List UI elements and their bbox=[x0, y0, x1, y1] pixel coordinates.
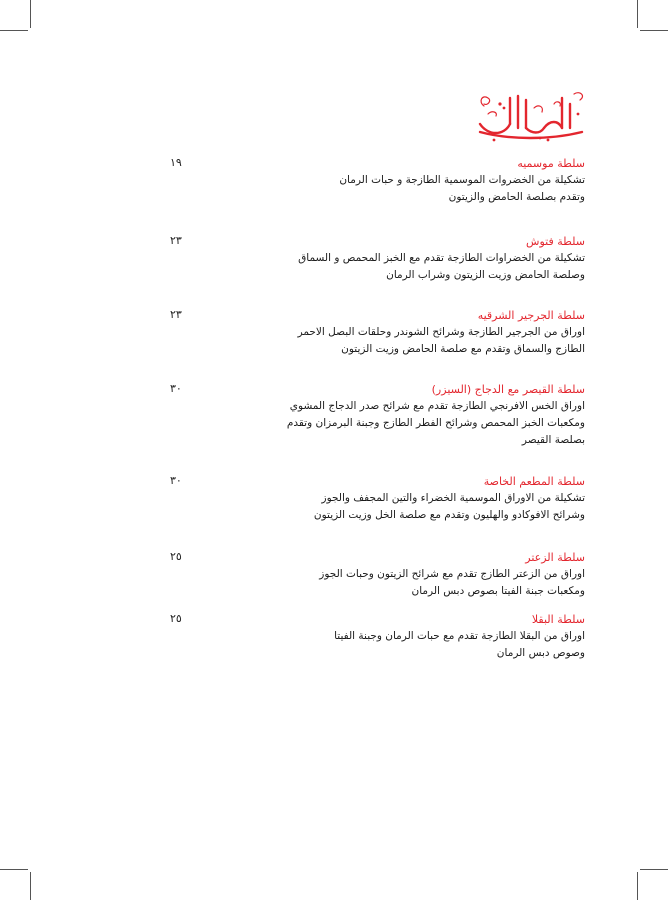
item-description-line: اوراق من الزعتر الطازج تقدم مع شرائح الزيتون وحبات الجوز bbox=[319, 568, 585, 580]
item-price: ٢٥ bbox=[170, 612, 182, 625]
item-description-line: وصلصة الحامض وزيت الزيتون وشراب الرمان bbox=[386, 269, 585, 281]
item-price: ٢٣ bbox=[170, 308, 182, 321]
item-title: سلطة البقلا bbox=[531, 613, 585, 626]
item-title: سلطة الجرجير الشرقيه bbox=[477, 309, 585, 322]
item-description-line: تشكيلة من الخضروات الموسمية الطازجة و حبات الرمان bbox=[339, 174, 585, 186]
crop-mark bbox=[30, 872, 31, 900]
item-description-line: اوراق الخس الافرنجي الطازجة تقدم مع شرائح صدر الدجاج المشوي bbox=[289, 400, 585, 412]
crop-mark bbox=[0, 30, 28, 31]
menu-item bbox=[170, 234, 585, 284]
item-title: سلطة الزعتر bbox=[525, 551, 585, 564]
crop-mark bbox=[640, 30, 668, 31]
item-title: سلطة القيصر مع الدجاج (السيزر) bbox=[431, 383, 585, 396]
item-description-line: تشكيلة من الاوراق الموسمية الخضراء والتين المجفف والجوز bbox=[321, 492, 585, 504]
item-price: ٣٠ bbox=[170, 474, 182, 487]
item-description-line: وتقدم بصلصة الحامض والزيتون bbox=[448, 191, 585, 203]
item-description-line: الطازج والسماق وتقدم مع صلصة الحامض وزيت الزيتون bbox=[341, 343, 585, 355]
item-price: ٢٥ bbox=[170, 550, 182, 563]
item-title: سلطة المطعم الخاصة bbox=[483, 475, 585, 488]
item-description-line: ومكعبات جبنة الفيتا بصوص دبس الرمان bbox=[411, 585, 585, 597]
item-price: ٢٣ bbox=[170, 234, 182, 247]
item-description-line: وشرائح الافوكادو والهليون وتقدم مع صلصة الخل وزيت الزيتون bbox=[313, 509, 585, 521]
item-description-line: تشكيلة من الخضراوات الطازجة تقدم مع الخبز المحمص و السماق bbox=[298, 252, 585, 264]
item-description-line: ومكعبات الخبز المحمص وشرائح الفطر الطازج وجبنة البرمزان وتقدم bbox=[286, 417, 585, 429]
menu-item bbox=[170, 550, 585, 600]
menu-item bbox=[170, 612, 585, 662]
item-title: سلطة فتوش bbox=[526, 235, 585, 248]
menu-item bbox=[170, 382, 585, 449]
item-description-line: اوراق من البقلا الطازجة تقدم مع حبات الرمان وجبنة الفيتا bbox=[334, 630, 585, 642]
item-description-line: اوراق من الجرجير الطازجة وشرائح الشوندر وحلقات البصل الاحمر bbox=[297, 326, 585, 338]
crop-mark bbox=[30, 0, 31, 28]
crop-mark bbox=[637, 0, 638, 28]
crop-mark bbox=[637, 872, 638, 900]
item-title: سلطة موسميه bbox=[517, 157, 585, 170]
crop-mark bbox=[640, 869, 668, 870]
salads-calligraphy-logo bbox=[470, 84, 590, 144]
menu-item bbox=[170, 308, 585, 358]
item-price: ١٩ bbox=[170, 156, 182, 169]
menu-item bbox=[170, 156, 585, 206]
crop-mark bbox=[0, 869, 28, 870]
item-price: ٣٠ bbox=[170, 382, 182, 395]
item-description-line: بصلصة القيصر bbox=[521, 434, 585, 446]
menu-item bbox=[170, 474, 585, 524]
item-description-line: وصوص دبس الرمان bbox=[496, 647, 585, 659]
